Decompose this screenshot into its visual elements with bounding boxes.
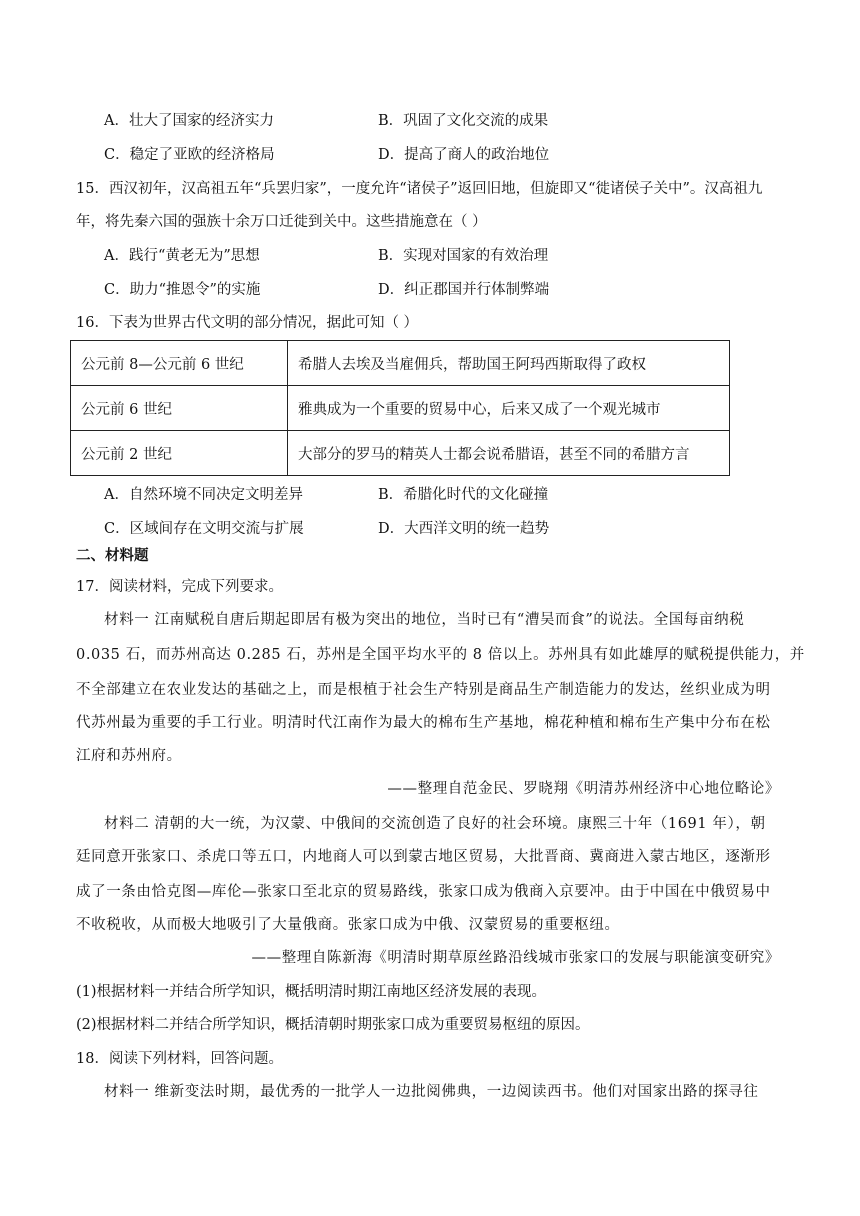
option-letter: C．: [104, 147, 130, 163]
q17-material1-line4: 代苏州最为重要的手工行业。明清时代江南作为最大的棉布生产基地，棉花种植和棉布生产集中分布在松: [76, 715, 771, 731]
q17-material1-line3: 不全部建立在农业发达的基础之上，而是根植于社会生产特别是商品生产制造能力的发达，丝织业成为明: [76, 682, 771, 698]
q14-option-c: [104, 145, 275, 165]
table-cell-period: 公元前 6 世纪: [71, 386, 288, 431]
option-letter: C．: [104, 282, 130, 298]
option-text: 实现对国家的有效治理: [403, 248, 549, 264]
q17-material2-line1: 材料二 清朝的大一统，为汉蒙、中俄间的交流创造了良好的社会环境。康熙三十年（1691 年），朝: [104, 816, 766, 832]
option-text: 自然环境不同决定文明差异: [128, 487, 303, 503]
table-cell-event: 雅典成为一个重要的贸易中心，后来又成了一个观光城市: [288, 386, 730, 431]
q18-stem: 18．阅读下列材料，回答问题。: [76, 1051, 283, 1067]
option-text: 助力“推恩令”的实施: [129, 282, 261, 298]
table-cell-event: 希腊人去埃及当雇佣兵，帮助国王阿玛西斯取得了政权: [288, 341, 730, 386]
q16-option-a: [104, 485, 303, 505]
option-letter: A．: [104, 113, 129, 129]
option-text: 壮大了国家的经济实力: [128, 113, 274, 129]
option-letter: D．: [378, 147, 405, 163]
option-text: 区域间存在文明交流与扩展: [129, 521, 304, 537]
q15-option-a: [104, 246, 260, 266]
q16-option-b: [378, 485, 548, 505]
q16-table: [70, 340, 730, 476]
q17-subquestion-1: (1)根据材料一并结合所学知识，概括明清时期江南地区经济发展的表现。: [76, 984, 547, 1000]
q17-material2-line4: 不收税收，从而极大地吸引了大量俄商。张家口成为中俄、汉蒙贸易的重要枢纽。: [76, 917, 620, 933]
table-row: [71, 341, 730, 386]
q17-material1-line1: 材料一 江南赋税自唐后期起即居有极为突出的地位，当时已有“漕吴而食”的说法。全国每亩纳税: [104, 612, 745, 628]
q14-option-b: [378, 111, 548, 131]
q15-stem-line1: 15．西汉初年，汉高祖五年“兵罢归家”，一度允许“诸侯子”返回旧地，但旋即又“徙诸侯子关中”。汉高祖九: [76, 181, 763, 197]
q17-source2: ——整理自陈新海《明清时期草原丝路沿线城市张家口的发展与职能演变研究》: [251, 950, 780, 966]
option-letter: D．: [378, 282, 405, 298]
q14-option-a: [104, 111, 274, 131]
q14-option-d: [378, 145, 549, 165]
q15-stem-line2: 年，将先秦六国的强族十余万口迁徙到关中。这些措施意在（ ）: [76, 214, 487, 230]
q15-option-d: [378, 280, 549, 300]
q17-material2-line3: 成了一条由恰克图—库伦—张家口至北京的贸易路线，张家口成为俄商入京要冲。由于中国在中俄贸易中: [76, 884, 771, 900]
option-text: 提高了商人的政治地位: [404, 147, 550, 163]
option-letter: A．: [104, 248, 129, 264]
q17-material1-line2: 0.035 石，而苏州高达 0.285 石，苏州是全国平均水平的 8 倍以上。苏州具有如此雄厚的赋税提供能力，并: [76, 647, 805, 663]
option-letter: D．: [378, 521, 405, 537]
table-row: [71, 431, 730, 476]
option-text: 大西洋文明的统一趋势: [404, 521, 550, 537]
q17-subquestion-2: (2)根据材料二并结合所学知识，概括清朝时期张家口成为重要贸易枢纽的原因。: [76, 1017, 590, 1033]
option-text: 巩固了文化交流的成果: [403, 113, 549, 129]
q15-option-b: [378, 246, 548, 266]
q16-stem: 16．下表为世界古代文明的部分情况，据此可知（ ）: [76, 315, 419, 331]
option-letter: B．: [378, 487, 404, 503]
section-title: 二、材料题: [76, 547, 149, 564]
q17-material2-line2: 廷同意开张家口、杀虎口等五口，内地商人可以到蒙古地区贸易，大批晋商、冀商进入蒙古地区，逐渐形: [76, 849, 771, 865]
q17-stem: 17．阅读材料，完成下列要求。: [76, 579, 283, 595]
option-letter: C．: [104, 521, 130, 537]
table-cell-period: 公元前 8—公元前 6 世纪: [71, 341, 288, 386]
table-cell-period: 公元前 2 世纪: [71, 431, 288, 476]
table-cell-event: 大部分的罗马的精英人士都会说希腊语，甚至不同的希腊方言: [288, 431, 730, 476]
q17-source1: ——整理自范金民、罗晓翔《明清苏州经济中心地位略论》: [387, 781, 780, 797]
option-text: 践行“黄老无为”思想: [128, 248, 260, 264]
option-text: 纠正郡国并行体制弊端: [404, 282, 550, 298]
option-text: 稳定了亚欧的经济格局: [129, 147, 275, 163]
option-text: 希腊化时代的文化碰撞: [403, 487, 549, 503]
option-letter: B．: [378, 248, 404, 264]
q16-option-d: [378, 519, 549, 539]
option-letter: A．: [104, 487, 129, 503]
q16-option-c: [104, 519, 304, 539]
q18-material1-line1: 材料一 维新变法时期，最优秀的一批学人一边批阅佛典，一边阅读西书。他们对国家出路的探寻往: [104, 1084, 759, 1100]
table-row: [71, 386, 730, 431]
q17-material1-line5: 江府和苏州府。: [76, 748, 182, 764]
q15-option-c: [104, 280, 260, 300]
option-letter: B．: [378, 113, 404, 129]
